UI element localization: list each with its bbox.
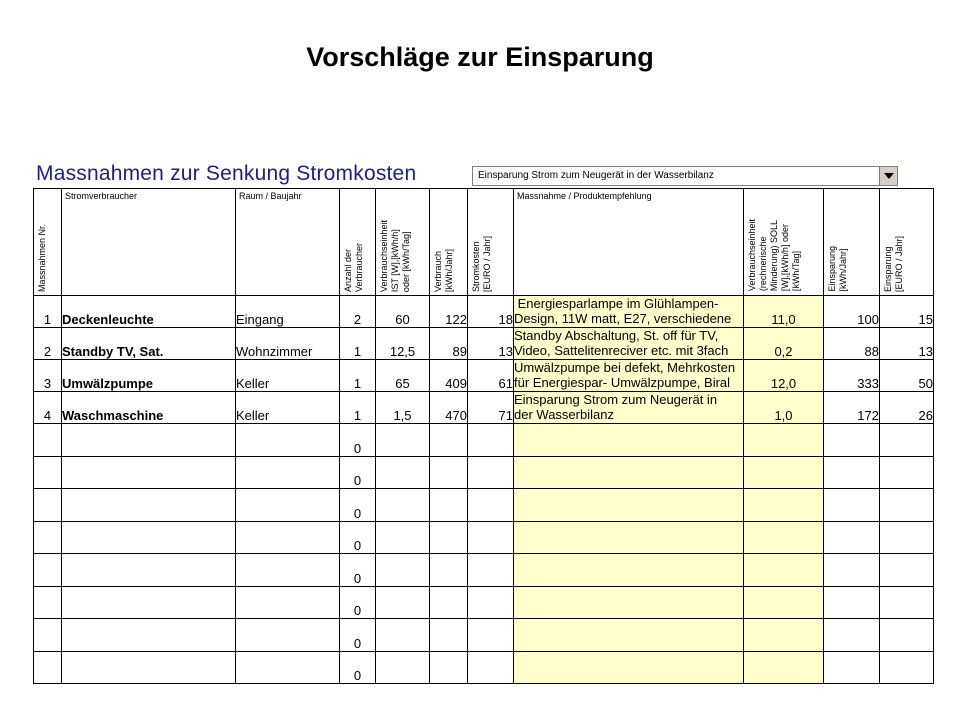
cell-anzahl[interactable]: 0	[340, 424, 376, 457]
cell-nr[interactable]	[34, 651, 62, 684]
cell-verbraucher[interactable]	[62, 586, 236, 619]
cell-stromkosten[interactable]	[468, 586, 514, 619]
cell-soll[interactable]	[744, 586, 824, 619]
massnahme-line: Video, Sattelitenreciver etc. mit 3fach	[514, 343, 729, 358]
cell-raum[interactable]	[236, 424, 340, 457]
cell-anzahl[interactable]: 0	[340, 456, 376, 489]
cell-anzahl[interactable]: 1	[340, 392, 376, 424]
header-massnahme: Massnahme / Produktempfehlung	[514, 189, 744, 296]
cell-ist[interactable]: 65	[376, 360, 430, 392]
cell-nr[interactable]	[34, 619, 62, 652]
cell-soll[interactable]	[744, 456, 824, 489]
cell-ist[interactable]	[376, 456, 430, 489]
table-row	[34, 360, 934, 392]
cell-raum[interactable]: Keller	[236, 392, 340, 424]
table-row	[34, 328, 934, 360]
cell-einsparung-euro[interactable]: 13	[880, 328, 934, 360]
cell-stromkosten[interactable]: 71	[468, 392, 514, 424]
header-nr: Massnahmen Nr.	[34, 189, 62, 296]
cell-verbrauch[interactable]	[430, 521, 468, 554]
cell-verbraucher[interactable]	[62, 651, 236, 684]
cell-verbrauch[interactable]: 409	[430, 360, 468, 392]
slide-title: Vorschläge zur Einsparung	[306, 42, 654, 72]
cell-einsparung-kwh[interactable]	[824, 619, 880, 652]
cell-ist[interactable]: 1,5	[376, 392, 430, 424]
massnahme-line: Einsparung Strom zum Neugerät in	[514, 392, 718, 407]
cell-stromkosten[interactable]: 18	[468, 296, 514, 328]
cell-raum[interactable]: Keller	[236, 360, 340, 392]
chevron-down-icon[interactable]	[879, 167, 897, 185]
cell-nr[interactable]: 3	[34, 360, 62, 392]
cell-ist[interactable]	[376, 651, 430, 684]
cell-massnahme[interactable]	[514, 392, 744, 424]
scenario-dropdown[interactable]	[472, 166, 898, 186]
cell-einsparung-euro[interactable]	[880, 456, 934, 489]
table-row	[34, 392, 934, 424]
cell-nr[interactable]	[34, 586, 62, 619]
table-row	[34, 456, 934, 489]
cell-raum[interactable]	[236, 456, 340, 489]
cell-einsparung-euro[interactable]	[880, 424, 934, 457]
header-ist: Verbrauchseinheit IST [W],[kWh/h] oder [kWh/Tag]	[376, 189, 430, 296]
cell-einsparung-kwh[interactable]	[824, 586, 880, 619]
cell-verbraucher[interactable]	[62, 489, 236, 522]
cell-anzahl[interactable]: 0	[340, 586, 376, 619]
cell-stromkosten[interactable]	[468, 651, 514, 684]
cell-verbrauch[interactable]: 122	[430, 296, 468, 328]
sheet-title: Massnahmen zur Senkung Stromkosten	[36, 162, 417, 185]
cell-stromkosten[interactable]: 61	[468, 360, 514, 392]
header-verbrauch: Verbrauch [kWh/Jahr]	[430, 189, 468, 296]
table-row	[34, 651, 934, 684]
cell-verbraucher[interactable]: Umwälzpumpe	[62, 360, 236, 392]
cell-einsparung-kwh[interactable]	[824, 521, 880, 554]
cell-ist[interactable]	[376, 424, 430, 457]
cell-verbrauch[interactable]: 89	[430, 328, 468, 360]
cell-soll[interactable]	[744, 489, 824, 522]
cell-nr[interactable]	[34, 554, 62, 587]
cell-stromkosten[interactable]	[468, 554, 514, 587]
cell-anzahl[interactable]: 0	[340, 521, 376, 554]
cell-einsparung-euro[interactable]	[880, 619, 934, 652]
cell-einsparung-kwh[interactable]	[824, 651, 880, 684]
cell-einsparung-euro[interactable]: 15	[880, 296, 934, 328]
cell-verbraucher[interactable]: Waschmaschine	[62, 392, 236, 424]
cell-nr[interactable]: 1	[34, 296, 62, 328]
cell-massnahme[interactable]	[514, 424, 744, 457]
cell-soll[interactable]	[744, 651, 824, 684]
cell-verbrauch[interactable]	[430, 424, 468, 457]
cell-einsparung-euro[interactable]	[880, 521, 934, 554]
cell-nr[interactable]	[34, 456, 62, 489]
cell-massnahme[interactable]	[514, 651, 744, 684]
cell-massnahme[interactable]	[514, 456, 744, 489]
cell-verbraucher[interactable]	[62, 619, 236, 652]
cell-verbrauch[interactable]	[430, 651, 468, 684]
cell-verbrauch[interactable]	[430, 456, 468, 489]
cell-ist[interactable]	[376, 619, 430, 652]
cell-verbraucher[interactable]: Deckenleuchte	[62, 296, 236, 328]
cell-massnahme[interactable]	[514, 296, 744, 328]
cell-verbraucher[interactable]	[62, 521, 236, 554]
cell-raum[interactable]: Eingang	[236, 296, 340, 328]
cell-massnahme[interactable]	[514, 328, 744, 360]
cell-anzahl[interactable]: 0	[340, 651, 376, 684]
cell-einsparung-kwh[interactable]	[824, 456, 880, 489]
massnahme-line: Umwälzpumpe bei defekt, Mehrkosten	[514, 360, 736, 375]
cell-ist[interactable]: 60	[376, 296, 430, 328]
cell-verbrauch[interactable]	[430, 554, 468, 587]
cell-massnahme[interactable]	[514, 554, 744, 587]
header-einsparung-kwh: Einsparung [kWh/Jahr]	[824, 189, 880, 296]
cell-stromkosten[interactable]: 13	[468, 328, 514, 360]
cell-ist[interactable]: 12,5	[376, 328, 430, 360]
cell-ist[interactable]	[376, 521, 430, 554]
cell-verbrauch[interactable]: 470	[430, 392, 468, 424]
cell-anzahl[interactable]: 2	[340, 296, 376, 328]
table-row	[34, 554, 934, 587]
cell-raum[interactable]	[236, 586, 340, 619]
cell-ist[interactable]	[376, 586, 430, 619]
cell-verbraucher[interactable]	[62, 554, 236, 587]
cell-stromkosten[interactable]	[468, 619, 514, 652]
massnahme-line: Energiesparlampe im Glühlampen-	[514, 296, 719, 311]
cell-anzahl[interactable]: 0	[340, 489, 376, 522]
massnahme-line: der Wasserbilanz	[514, 407, 614, 422]
table-row	[34, 296, 934, 328]
cell-nr[interactable]	[34, 521, 62, 554]
cell-nr[interactable]: 4	[34, 392, 62, 424]
massnahme-line: für Energiespar- Umwälzpumpe, Biral	[514, 375, 731, 390]
cell-soll[interactable]	[744, 554, 824, 587]
cell-raum[interactable]: Wohnzimmer	[236, 328, 340, 360]
header-verbraucher: Stromverbraucher	[62, 189, 236, 296]
table-row	[34, 521, 934, 554]
cell-anzahl[interactable]: 1	[340, 360, 376, 392]
cell-einsparung-kwh[interactable]	[824, 554, 880, 587]
cell-anzahl[interactable]: 0	[340, 554, 376, 587]
cell-raum[interactable]	[236, 619, 340, 652]
cell-verbrauch[interactable]	[430, 619, 468, 652]
cell-massnahme[interactable]	[514, 521, 744, 554]
cell-verbraucher[interactable]: Standby TV, Sat.	[62, 328, 236, 360]
table-row	[34, 489, 934, 522]
cell-stromkosten[interactable]	[468, 424, 514, 457]
cell-nr[interactable]	[34, 424, 62, 457]
cell-soll[interactable]: 12,0	[744, 360, 824, 392]
cell-massnahme[interactable]	[514, 489, 744, 522]
cell-einsparung-kwh[interactable]: 100	[824, 296, 880, 328]
cell-einsparung-euro[interactable]	[880, 651, 934, 684]
cell-soll[interactable]	[744, 619, 824, 652]
cell-anzahl[interactable]: 1	[340, 328, 376, 360]
cell-raum[interactable]	[236, 521, 340, 554]
cell-massnahme[interactable]	[514, 619, 744, 652]
cell-massnahme[interactable]	[514, 586, 744, 619]
header-stromkosten: Stromkosten [EURO / Jahr]	[468, 189, 514, 296]
cell-einsparung-euro[interactable]: 26	[880, 392, 934, 424]
cell-nr[interactable]	[34, 489, 62, 522]
cell-verbraucher[interactable]	[62, 456, 236, 489]
cell-einsparung-kwh[interactable]: 172	[824, 392, 880, 424]
header-soll: Verbrauchseinheit (rechnerische Minderung) SOLL [W],[kWh/h] oder [kWh/Tag]	[744, 189, 824, 296]
massnahme-line: Design, 11W matt, E27, verschiedene	[514, 311, 732, 326]
cell-stromkosten[interactable]	[468, 489, 514, 522]
measures-table	[33, 188, 934, 684]
dropdown-value: Einsparung Strom zum Neugerät in der Wasserbilanz	[478, 170, 714, 181]
cell-einsparung-kwh[interactable]	[824, 424, 880, 457]
cell-einsparung-kwh[interactable]: 333	[824, 360, 880, 392]
cell-ist[interactable]	[376, 489, 430, 522]
cell-soll[interactable]: 11,0	[744, 296, 824, 328]
cell-raum[interactable]	[236, 489, 340, 522]
cell-ist[interactable]	[376, 554, 430, 587]
cell-einsparung-euro[interactable]	[880, 586, 934, 619]
table-row	[34, 424, 934, 457]
header-raum: Raum / Baujahr	[236, 189, 340, 296]
cell-einsparung-euro[interactable]: 50	[880, 360, 934, 392]
cell-soll[interactable]	[744, 521, 824, 554]
cell-anzahl[interactable]: 0	[340, 619, 376, 652]
cell-stromkosten[interactable]	[468, 456, 514, 489]
cell-raum[interactable]	[236, 651, 340, 684]
cell-nr[interactable]: 2	[34, 328, 62, 360]
cell-einsparung-kwh[interactable]	[824, 489, 880, 522]
header-einsparung-euro: Einsparung [EURO / Jahr]	[880, 189, 934, 296]
cell-raum[interactable]	[236, 554, 340, 587]
cell-soll[interactable]: 1,0	[744, 392, 824, 424]
header-row	[34, 189, 934, 296]
cell-einsparung-euro[interactable]	[880, 489, 934, 522]
cell-soll[interactable]	[744, 424, 824, 457]
table-row	[34, 586, 934, 619]
cell-stromkosten[interactable]	[468, 521, 514, 554]
cell-soll[interactable]: 0,2	[744, 328, 824, 360]
cell-verbrauch[interactable]	[430, 489, 468, 522]
header-anzahl: Anzahl der Verbraucher	[340, 189, 376, 296]
cell-massnahme[interactable]	[514, 360, 744, 392]
cell-verbrauch[interactable]	[430, 586, 468, 619]
table-row	[34, 619, 934, 652]
cell-einsparung-euro[interactable]	[880, 554, 934, 587]
massnahme-line: Standby Abschaltung, St. off für TV,	[514, 328, 719, 343]
cell-verbraucher[interactable]	[62, 424, 236, 457]
cell-einsparung-kwh[interactable]: 88	[824, 328, 880, 360]
